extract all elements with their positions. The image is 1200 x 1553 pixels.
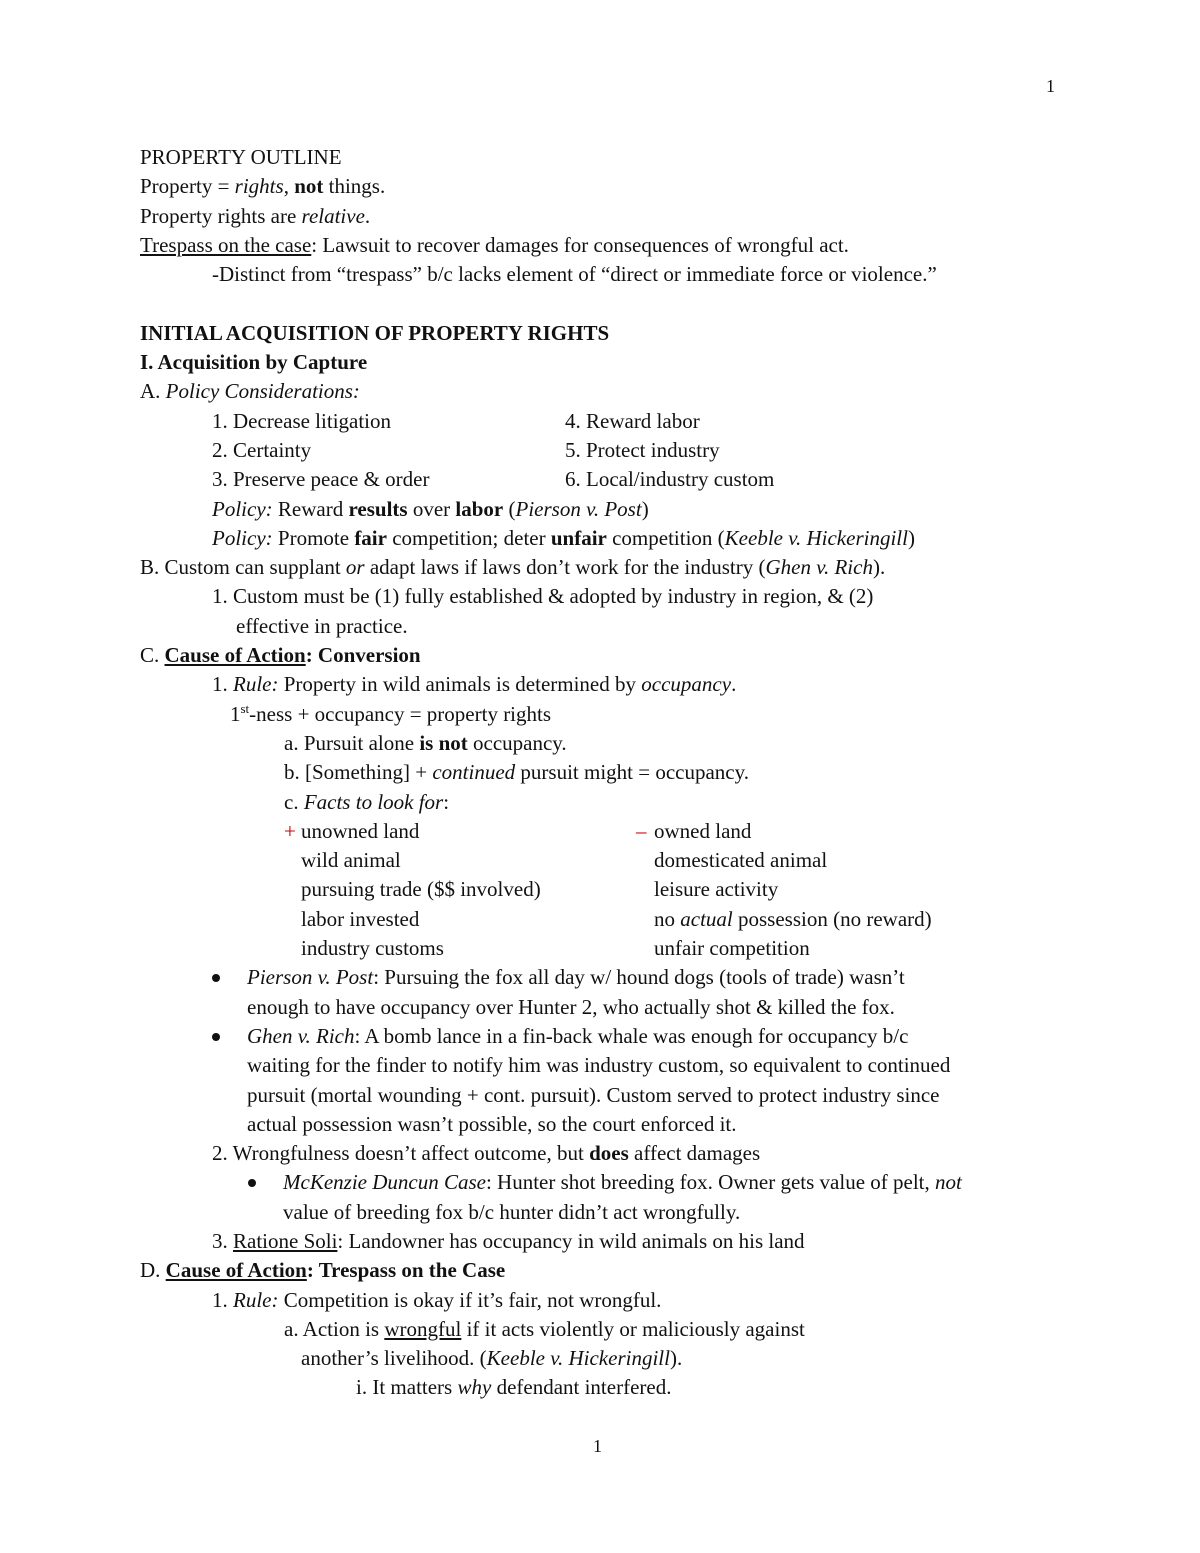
bullet-icon	[212, 974, 220, 982]
page-number-bottom: 1	[593, 1436, 602, 1456]
bullet-icon	[248, 1179, 256, 1187]
facts-row-4: labor invested no actual possession (no reward)	[301, 906, 932, 931]
trespass-rule-a-1: a. Action is wrongful if it acts violently or maliciously against	[284, 1316, 805, 1341]
page-number-top: 1	[1046, 76, 1055, 96]
policy-line-2: Policy: Promote fair competition; deter unfair competition (Keeble v. Hickeringill)	[212, 525, 915, 550]
trespass-rule: 1. Rule: Competition is okay if it’s fair, not wrongful.	[212, 1287, 662, 1312]
rule-b: b. [Something] + continued pursuit might = occupancy.	[284, 760, 750, 785]
document-body	[0, 143, 1200, 1403]
policy-line-1: Policy: Reward results over labor (Pierson v. Post)	[212, 496, 649, 521]
ghen-line-2: waiting for the finder to notify him was industry custom, so equivalent to continued	[247, 1053, 951, 1078]
intro-line-1: Property = rights, not things.	[140, 174, 386, 199]
rule-a: a. Pursuit alone is not occupancy.	[284, 730, 567, 755]
intro-line-3: Trespass on the case: Lawsuit to recover damages for consequences of wrongful act.	[140, 232, 849, 257]
doc-title: PROPERTY OUTLINE	[140, 145, 342, 169]
facts-row-1: + unowned land – owned land	[0, 817, 1200, 846]
pierson-line-2: enough to have occupancy over Hunter 2, who actually shot & killed the fox.	[247, 994, 895, 1019]
rule-c: c. Facts to look for:	[284, 789, 450, 814]
section-heading: INITIAL ACQUISITION OF PROPERTY RIGHTS	[140, 320, 610, 345]
custom-rule-1: 1. Custom must be (1) fully established & adopted by industry in region, & (2)	[212, 584, 874, 609]
policy-row-1: 1. Decrease litigation 4. Reward labor	[212, 408, 700, 433]
policy-heading: A. Policy Considerations:	[140, 379, 360, 404]
policy-row-3: 3. Preserve peace & order 6. Local/industry custom	[212, 467, 775, 492]
intro-line-4: -Distinct from “trespass” b/c lacks element of “direct or immediate force or violence.”	[212, 262, 937, 287]
firstness-line: 1st-ness + occupancy = property rights	[230, 700, 552, 726]
trespass-rule-i: i. It matters why defendant interfered.	[356, 1375, 672, 1400]
section-1-title: I. Acquisition by Capture	[140, 350, 368, 375]
mckenzie-line-1: McKenzie Duncun Case: Hunter shot breeding fox. Owner gets value of pelt, not	[0, 1168, 1200, 1197]
facts-row-3: pursuing trade ($$ involved) leisure activity	[301, 877, 779, 902]
bullet-icon	[212, 1033, 220, 1041]
custom-rule-2: effective in practice.	[236, 613, 408, 638]
policy-row-2: 2. Certainty 5. Protect industry	[212, 437, 720, 462]
plus-sign: +	[284, 818, 296, 843]
ghen-line-4: actual possession wasn’t possible, so the court enforced it.	[247, 1111, 737, 1136]
ghen-line-1: Ghen v. Rich: A bomb lance in a fin-back whale was enough for occupancy b/c	[0, 1022, 1200, 1051]
ghen-line-3: pursuit (mortal wounding + cont. pursuit). Custom served to protect industry since	[247, 1082, 940, 1107]
custom-line: B. Custom can supplant or adapt laws if laws don’t work for the industry (Ghen v. Rich).	[140, 555, 886, 580]
ratione-soli-line: 3. Ratione Soli: Landowner has occupancy in wild animals on his land	[212, 1228, 805, 1253]
facts-row-5: industry customs unfair competition	[301, 936, 810, 961]
facts-row-2: wild animal domesticated animal	[301, 848, 828, 873]
trespass-heading: D. Cause of Action: Trespass on the Case	[140, 1258, 506, 1283]
pierson-line-1: Pierson v. Post: Pursuing the fox all day w/ hound dogs (tools of trade) wasn’t	[0, 963, 1200, 992]
trespass-rule-a-2: another’s livelihood. (Keeble v. Hickeringill).	[301, 1346, 683, 1371]
minus-sign: –	[636, 818, 647, 843]
conversion-rule: 1. Rule: Property in wild animals is determined by occupancy.	[212, 672, 737, 697]
wrongfulness-line: 2. Wrongfulness doesn’t affect outcome, but does affect damages	[212, 1141, 761, 1166]
mckenzie-line-2: value of breeding fox b/c hunter didn’t act wrongfully.	[283, 1199, 741, 1224]
intro-line-2: Property rights are relative.	[140, 203, 371, 228]
conversion-heading: C. Cause of Action: Conversion	[140, 643, 421, 668]
